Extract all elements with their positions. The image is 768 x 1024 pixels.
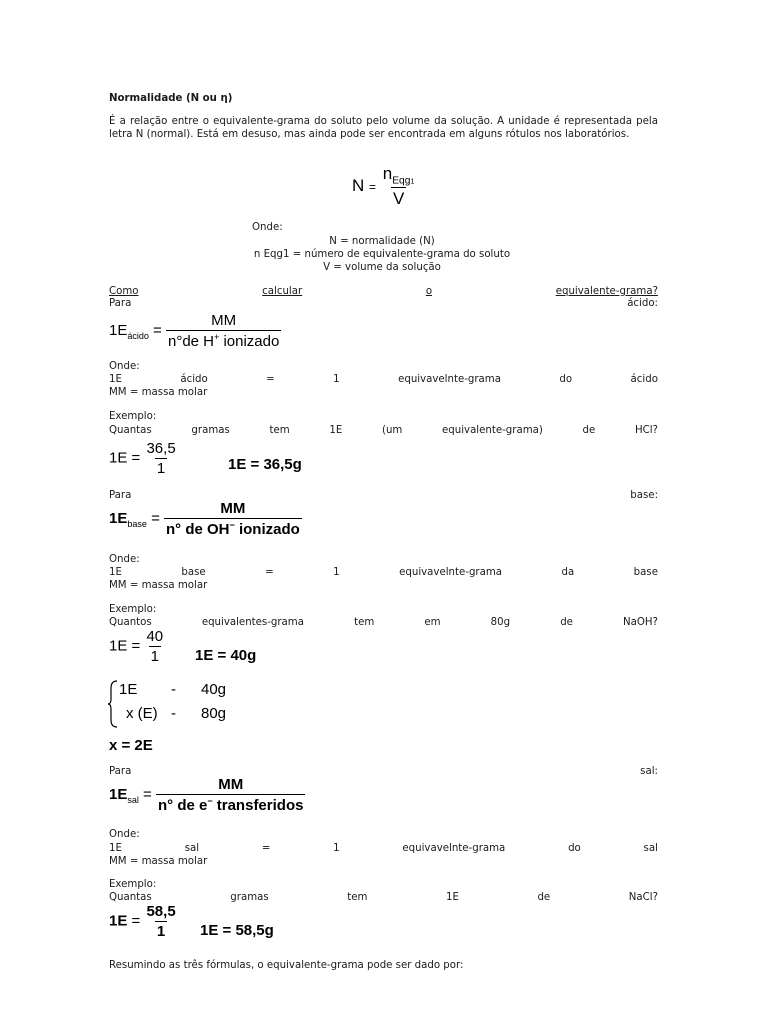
def-neqg: n Eqg1 = número de equivalente-grama do soluto bbox=[253, 249, 511, 260]
section-heading: Normalidade (N ou η) bbox=[109, 93, 233, 104]
intro-paragraph: É a relação entre o equivalente-grama do soluto pelo volume da solução. A unidade é representada pela letra N (normal). Está em desuso, mas ainda pode ser encontrada em alguns rótulos nos laboratórios. bbox=[109, 116, 658, 140]
base-question: Quantos equivalentes-grama tem em 80g de NaOH? bbox=[109, 617, 658, 628]
def-n: N = normalidade (N) bbox=[329, 236, 435, 247]
system-row-2: x (E) - 80g bbox=[126, 705, 227, 722]
acid-para: Para ácido: bbox=[109, 298, 658, 309]
base-para: Para base: bbox=[109, 490, 658, 501]
onde-label: Onde: bbox=[252, 222, 283, 233]
acid-result: 1E = 36,5g bbox=[228, 456, 302, 473]
salt-onde: Onde: bbox=[109, 829, 140, 840]
base-def-line: 1E base = 1 equivavelnte-grama da base bbox=[109, 567, 658, 578]
salt-exemplo: Exemplo: bbox=[109, 879, 157, 890]
acid-exemplo: Exemplo: bbox=[109, 411, 157, 422]
acid-question: Quantas gramas tem 1E (um equivalente-grama) de HCl? bbox=[109, 425, 658, 436]
base-formula: $1E_{base}$ = $\frac{MM}{n^\circ de OH^- ionizado}$ bbox=[109, 500, 300, 538]
base-onde: Onde: bbox=[109, 554, 140, 565]
salt-result: 1E = 58,5g bbox=[200, 922, 274, 939]
acid-calc: 1E = $\frac{36,5}{1}$ bbox=[109, 440, 176, 477]
summary-line: Resumindo as três fórmulas, o equivalente-grama pode ser dado por: bbox=[109, 960, 464, 971]
salt-para: Para sal: bbox=[109, 766, 658, 777]
acid-onde: Onde: bbox=[109, 361, 140, 372]
def-v: V = volume da solução bbox=[323, 262, 441, 273]
system-row-1: 1E - 40g bbox=[119, 681, 227, 698]
salt-calc: 1E = $\frac{58,5}{1}$ bbox=[109, 903, 176, 940]
salt-def-line: 1E sal = 1 equivavelnte-grama do sal bbox=[109, 843, 658, 854]
acid-formula: $1E_{ácido}$ = $\frac{MM}{n^\circ de H^+ ionizado}$ bbox=[109, 312, 280, 350]
system-answer: x = 2E bbox=[109, 737, 153, 754]
base-result: 1E = 40g bbox=[195, 647, 257, 664]
base-mm-line: MM = massa molar bbox=[109, 580, 208, 591]
base-calc: 1E = $\frac{40}{1}$ bbox=[109, 628, 164, 665]
salt-mm-line: MM = massa molar bbox=[109, 856, 208, 867]
base-exemplo: Exemplo: bbox=[109, 604, 157, 615]
question-how-calc: Como calcular o equivalente-grama? bbox=[109, 286, 658, 297]
left-brace bbox=[107, 680, 119, 728]
acid-mm-line: MM = massa molar bbox=[109, 387, 208, 398]
acid-def-line: 1E ácido = 1 equivavelnte-grama do ácido bbox=[109, 374, 658, 385]
salt-formula: $1E_{sal}$ = $\frac{MM}{n^\circ de e^- transferidos}$ bbox=[109, 776, 304, 814]
normality-formula: N = $\frac{n_{Eqg1}}{V}$ bbox=[352, 164, 415, 209]
salt-question: Quantas gramas tem 1E de NaCl? bbox=[109, 892, 658, 903]
